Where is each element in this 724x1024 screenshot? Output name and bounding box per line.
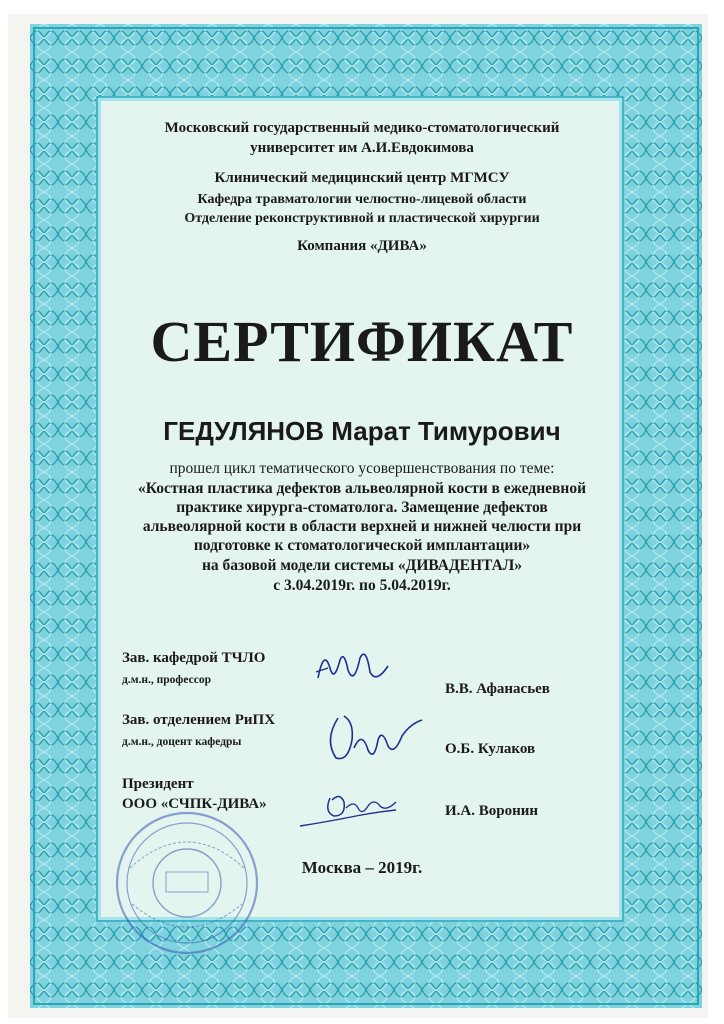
course-intro: прошел цикл тематического усовершенствования по теме: [169, 460, 555, 477]
header-university-line2: университет им А.И.Евдокимова [250, 140, 474, 156]
signatory-3-role: Президент [122, 776, 194, 792]
signatory-3-name: И.А. Воронин [445, 803, 539, 819]
signatory-3-company: ООО «СЧПК-ДИВА» [122, 796, 267, 812]
course-topic-line1: «Костная пластика дефектов альвеолярной кости в ежедневной [138, 480, 586, 497]
course-topic-line2: практике хирурга-стоматолога. Замещение дефектов [176, 499, 548, 516]
signatory-1-name: В.В. Афанасьев [445, 681, 550, 697]
header-clinic: Клинический медицинский центр МГМСУ [214, 170, 510, 186]
signatory-1-role: Зав. кафедрой ТЧЛО [122, 650, 266, 666]
signature-2 [318, 700, 438, 770]
signatory-1-degree: д.м.н., профессор [122, 674, 211, 686]
signature-3 [296, 782, 406, 842]
course-topic-line4: подготовке к стоматологической имплантации» [193, 537, 531, 554]
certificate-title: СЕРТИФИКАТ [150, 309, 574, 374]
header-university-line1: Московский государственный медико-стоматологический [164, 120, 560, 136]
signatory-2-name: О.Б. Кулаков [445, 741, 536, 757]
signatory-2-degree: д.м.н., доцент кафедры [122, 736, 242, 748]
header-division: Отделение реконструктивной и пластической хирургии [184, 211, 540, 226]
official-seal-stamp [112, 808, 262, 958]
course-system: на базовой модели системы «ДИВАДЕНТАЛ» [201, 557, 523, 574]
place-and-year: Москва – 2019г. [301, 858, 423, 877]
recipient-name: ГЕДУЛЯНОВ Марат Тимурович [163, 416, 561, 446]
course-dates: с 3.04.2019г. по 5.04.2019г. [273, 577, 451, 594]
signatory-2-role: Зав. отделением РиПХ [122, 712, 276, 728]
header-department: Кафедра травматологии челюстно-лицевой области [197, 192, 527, 207]
course-topic-line3: альвеолярной кости в области верхней и нижней челюсти при [142, 518, 582, 535]
header-company: Компания «ДИВА» [297, 238, 427, 254]
signature-1 [310, 638, 400, 698]
